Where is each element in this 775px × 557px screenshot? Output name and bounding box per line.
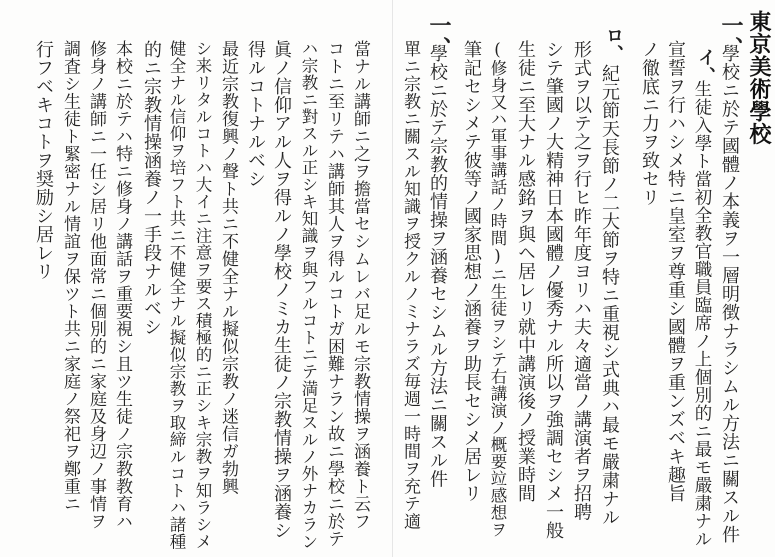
item-ro-line-6: 筆記セシメテ彼等ノ國家思想ノ涵養ヲ助長セシメ居レリ — [461, 40, 482, 503]
left-line-13: 行フベキコトヲ奨励シ居レリ — [33, 40, 54, 281]
section-2-heading: 學校ニ於テ宗教的情操ヲ涵養セシムル方法ニ關スル件 — [427, 44, 448, 488]
section-1-marker: 一、 — [718, 14, 744, 59]
item-ro-line-4: 生徒ニ至大ナル感銘ヲ與ヘ居レリ就中講演後ノ授業時間 — [515, 40, 536, 503]
document-title: 東京美術學校 — [746, 10, 772, 145]
left-line-3: ハ宗教ニ對スル正シキ知識ヲ與フルコトニテ満足スルノ外ナカラン — [299, 40, 318, 550]
item-i-line-3: ノ徹底ニ力ヲ致セリ — [639, 40, 660, 207]
page-fold — [392, 0, 393, 557]
item-i-line-1: 生徒入學ト當初全教官職員臨席ノ上個別的ニ最モ嚴粛ナル — [692, 80, 712, 548]
item-ro-marker: ロ、 — [603, 26, 624, 63]
left-line-1: 當ナル講師ニ之ヲ擔當セシムレバ足ルモ宗教情操ヲ涵養ト云フ — [350, 40, 370, 530]
left-line-2: コトニ至リテハ講師其人ヲ得ルコトガ困難ナラン故ニ學校ニ於テ — [324, 40, 344, 548]
item-i-line-2: 宣誓ヲ行ハシメ特ニ皇室ヲ尊重シ國體ヲ重ンズベキ趣旨 — [665, 40, 686, 503]
left-line-10: 本校ニ於テハ特ニ修身ノ講話ヲ重要視シ且ツ生徒ノ宗教教育ハ — [112, 40, 132, 530]
section-1-heading: 學校ニ於テ國體ノ本義ヲ一層明徴ナラシムル方法ニ關スル件 — [719, 44, 740, 544]
section-2-line-1: 單ニ宗教ニ關スル知識ヲ授クルノミナラズ毎週一時間ヲ充テ適 — [400, 40, 420, 530]
section-2-marker: 一、 — [426, 14, 452, 59]
left-line-4: 眞ノ信仰アル人ヲ得ルノ學校ノミカ生徒ノ宗教情操ヲ涵養シ — [271, 40, 292, 540]
left-line-12: 調査シ生徒ト緊密ナル情誼ヲ保ツト共ニ家庭ノ祭祀ヲ鄭重ニ — [60, 40, 80, 513]
left-line-7: シ来リタルコトハ大イニ注意ヲ要ス積極的ニ正シキ宗教ヲ知ラシメ — [193, 40, 212, 550]
item-ro-line-2: 形式ヲ以テ之ヲ行ヒ昨年度ヨリハ夫々適當ノ講演者ヲ招聘 — [571, 40, 592, 521]
left-line-9: 的ニ宗教情操涵養ノ一手段ナルベシ — [141, 40, 162, 336]
item-i-marker: イ、 — [695, 48, 716, 85]
left-line-5: 得ルコトナルベシ — [245, 40, 266, 188]
item-ro-line-3: シテ肇國ノ大精神日本國體ノ優秀ナル所以ヲ強調セシメ一般 — [543, 40, 564, 540]
left-line-8: 健全ナル信仰ヲ培フト共ニ不健全ナル擬似宗教ヲ取締ルコトハ諸種 — [167, 40, 186, 550]
item-ro-line-5: (修身又ハ軍事講話ノ時間)ニ生徒ヲシテ右講演ノ概要竝感想ヲ — [488, 40, 507, 538]
item-ro-line-1: 紀元節天長節ノ二大節ヲ特ニ重視シ式典ハ最モ嚴粛ナル — [599, 64, 620, 527]
left-line-6: 最近宗教復興ノ聲ト共ニ不健全ナル擬似宗教ノ迷信ガ勃興 — [218, 40, 238, 495]
left-line-11: 修身ノ講師ニ一任シ居リ他面常ニ個別的ニ家庭及身辺ノ事情ヲ — [86, 40, 106, 530]
